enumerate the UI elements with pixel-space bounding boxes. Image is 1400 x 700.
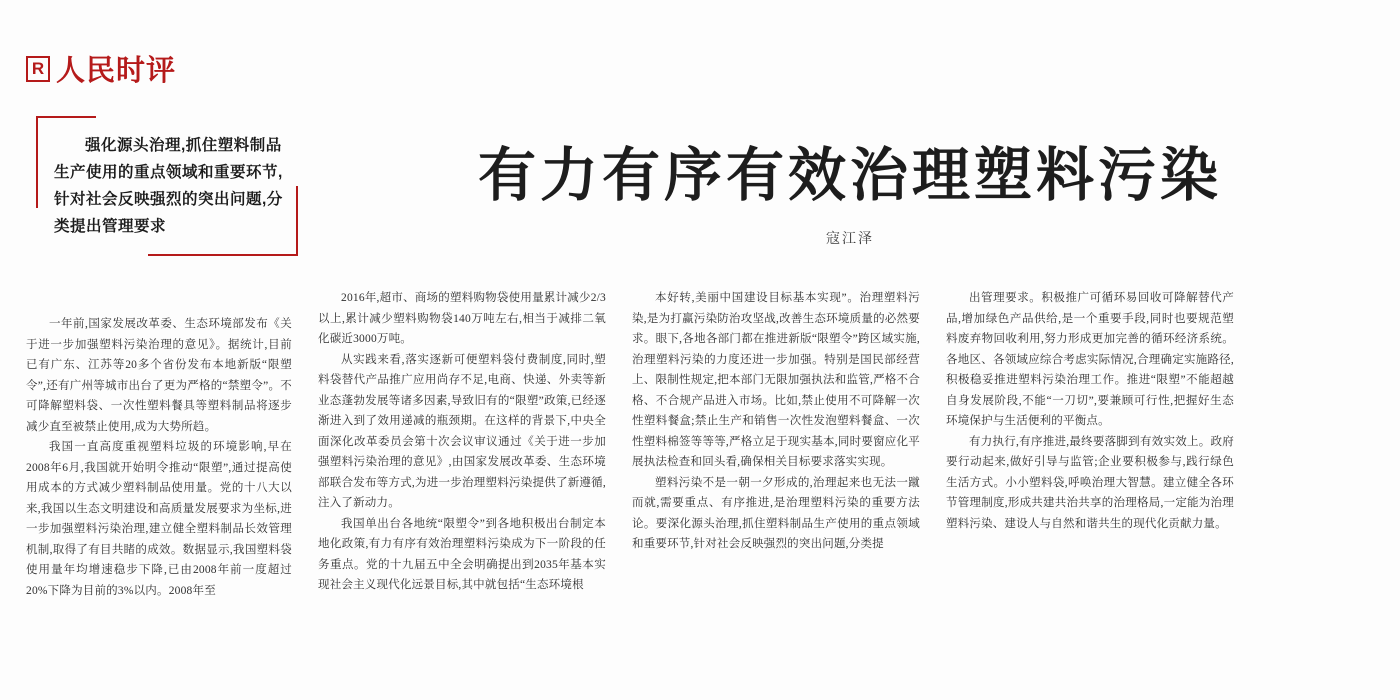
paragraph: 有力执行,有序推进,最终要落脚到有效实效上。政府要行动起来,做好引导与监管;企业要积极参与,践行绿色生活方式。小小塑料袋,呼唤治理大智慧。建立健全各环节管理制度,形成共建共治共享的治理格局,一定能为治理塑料污染、建设人与自然和谐共生的现代化贡献力量。 — [946, 435, 1234, 530]
pull-quote-bracket-top-left-icon — [36, 116, 96, 208]
article-column-4 — [946, 288, 1234, 601]
article-headline: 有力有序有效治理塑料污染 — [477, 143, 1222, 208]
article-byline: 寇江泽 — [826, 232, 874, 247]
article-column-1 — [26, 288, 292, 601]
article-column-2 — [318, 288, 606, 601]
paragraph: 2016年,超市、商场的塑料购物袋使用量累计减少2/3以上,累计减少塑料购物袋140万吨左右,相当于减排二氧化碳近3000万吨。 — [318, 292, 606, 345]
paragraph: 塑料污染不是一朝一夕形成的,治理起来也无法一蹴而就,需要重点、有序推进,是治理塑料污染的重要方法论。要深化源头治理,抓住塑料制品生产使用的重点领域和重要环节,针对社会反映强烈的突出问题,分类提 — [632, 476, 920, 550]
people-daily-logo-icon: R — [26, 56, 50, 82]
pull-quote — [36, 116, 298, 256]
paragraph: 一年前,国家发展改革委、生态环境部发布《关于进一步加强塑料污染治理的意见》。据统计,目前已有广东、江苏等20多个省份发布本地新版“限塑令”,还有广州等城市出台了更为严格的“禁塑令”。不可降解塑料袋、一次性塑料餐具等塑料制品将逐步减少直至被禁止使用,成为大势所趋。 — [26, 318, 292, 433]
pull-quote-text: 强化源头治理,抓住塑料制品生产使用的重点领域和重要环节,针对社会反映强烈的突出问题,分类提出管理要求 — [54, 137, 283, 235]
paragraph: 从实践来看,落实逐新可便塑料袋付费制度,同时,塑料袋替代产品推广应用尚存不足,电商、快递、外卖等新业态蓬勃发展等诸多因素,导致旧有的“限塑”政策,已经逐渐进入到了效用递减的瓶颈期。在这样的背景下,中央全面深化改革委员会第十次会议审议通过《关于进一步加强塑料污染治理的意见》,由国家发展改革委、生态环境部联合发布等方式,为进一步治理塑料污染提供了新遵循,注入了新动力。 — [318, 353, 606, 509]
article-body-columns — [26, 288, 1376, 601]
paragraph: 我国单出台各地统“限塑令”到各地积极出台制定本地化政策,有力有序有效治理塑料污染成为下一阶段的任务重点。党的十九届五中全会明确提出到2035年基本实现社会主义现代化远景目标,其中就包括“生态环境根 — [318, 517, 606, 591]
pull-quote-bracket-bottom-right-icon — [148, 186, 298, 256]
paragraph: 我国一直高度重视塑料垃圾的环境影响,早在2008年6月,我国就开始明令推动“限塑”,通过提高使用成本的方式减少塑料制品使用量。党的十八大以来,我国以生态文明建设和高质量发展要求为坐标,进一步加强塑料污染治理,建立健全塑料制品长效管理机制,取得了有目共睹的成效。数据显示,我国塑料袋使用量年均增速稳步下降,已由2008年前一度超过20%下降为目前的3%以内。2008年至 — [26, 441, 292, 597]
article-column-3 — [632, 288, 920, 601]
masthead-title: 人民时评 — [56, 55, 177, 87]
paragraph: 本好转,美丽中国建设目标基本实现”。治理塑料污染,是为打赢污染防治攻坚战,改善生态环境质量的必然要求。眼下,各地各部门都在推进新版“限塑令”跨区域实施,治理塑料污染的力度还进一步加强。特别是国民部经营上、限制性规定,把本部门无限加强执法和监管,严格不合格、不合规产品进入市场。比如,禁止使用不可降解一次性塑料餐盒;禁止生产和销售一次性发泡塑料餐盒、一次性塑料棉签等等等,严格立足于现实基本,同时要窗应化平展执法检查和回头看,确保相关目标要求落实实现。 — [632, 292, 920, 468]
masthead — [26, 48, 176, 89]
paragraph: 出管理要求。积极推广可循环易回收可降解替代产品,增加绿色产品供给,是一个重要手段,同时也要规范塑料废弃物回收利用,努力形成更加完善的循环经济系统。各地区、各领域应综合考虑实际情况,合理确定实施路径,积极稳妥推进塑料污染治理工作。推进“限塑”不能超越自身发展阶段,不能“一刀切”,要兼顾可行性,把握好生态环境保护与生活便利的平衡点。 — [946, 292, 1234, 427]
